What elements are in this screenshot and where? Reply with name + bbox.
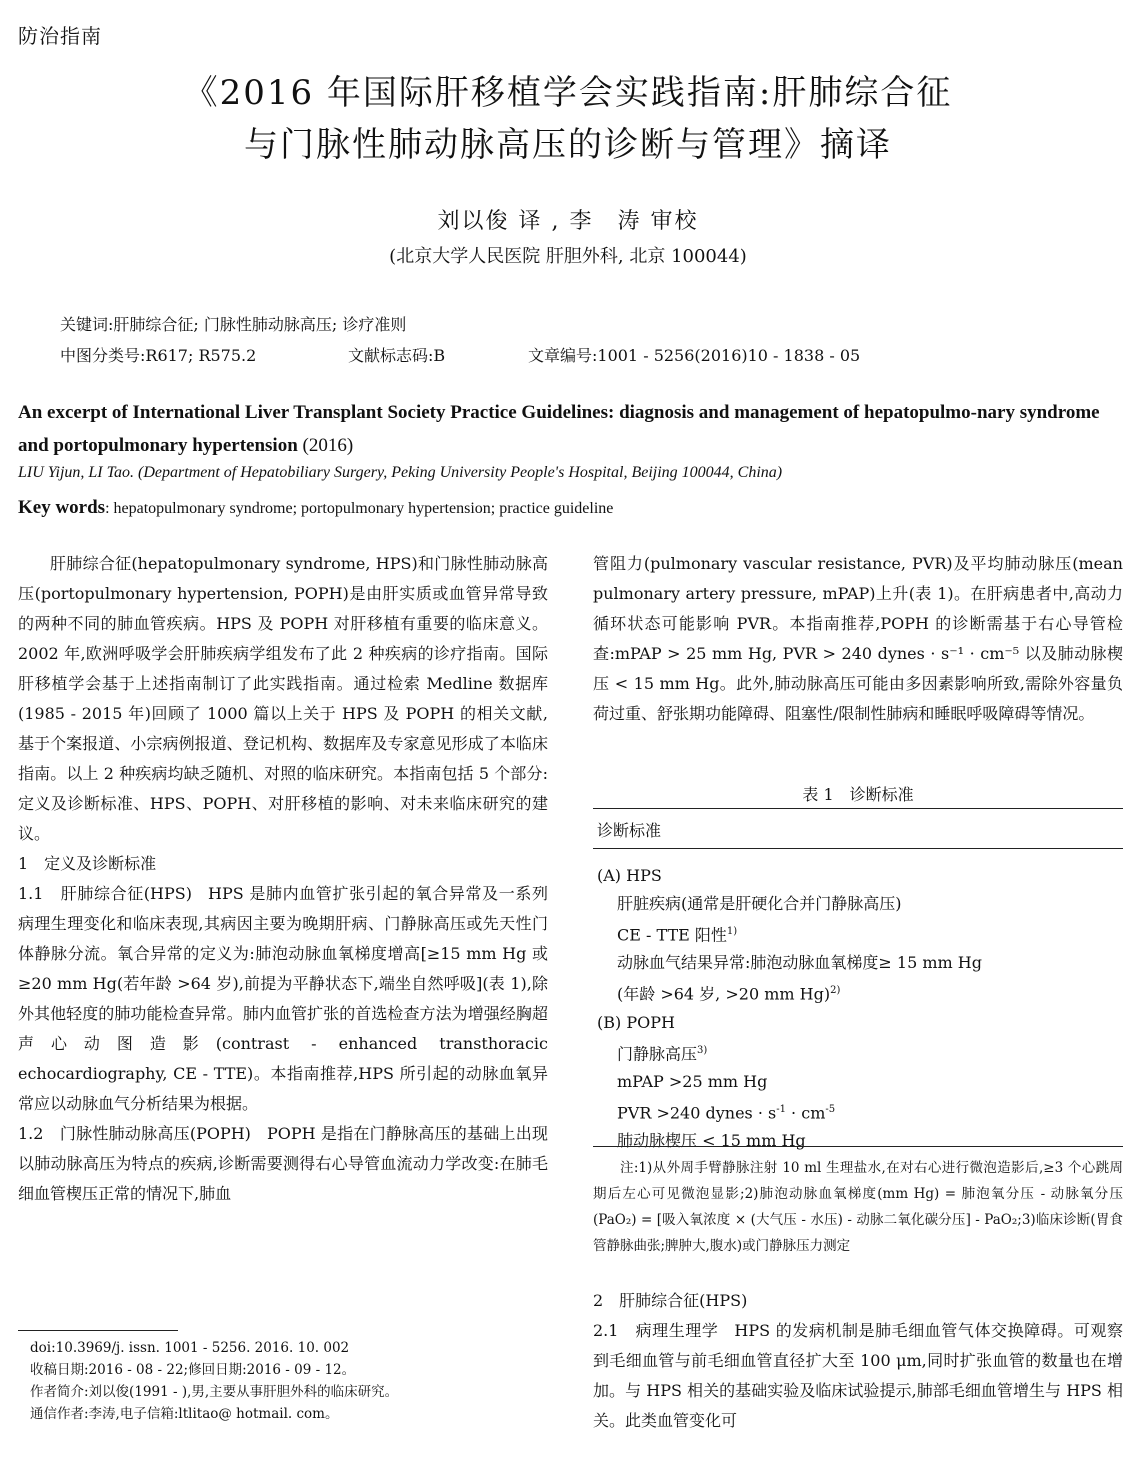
- table-row-a4: [597, 977, 1122, 1008]
- table-row-b3-exp2: -5: [825, 1103, 836, 1115]
- english-title-text: An excerpt of International Liver Transplant Society Practice Guidelines: diagnosis and management of hepatopulmo-nary syndrome and portopulmonary hypertension: [18, 402, 1100, 456]
- table-row-a4-note: 2): [830, 985, 841, 997]
- footnote-rule: [18, 1330, 178, 1331]
- section-1-1-heading: 1.1 肝肺综合征(HPS): [18, 884, 192, 903]
- doi: doi:10.3969/j. issn. 1001 - 5256. 2016. 10. 002: [30, 1340, 350, 1356]
- section-tag: 防治指南: [18, 24, 102, 48]
- table-bottom-rule: [593, 1146, 1123, 1147]
- table-row-a4-text: (年龄 >64 岁, >20 mm Hg): [617, 984, 831, 1004]
- body-left-column: [18, 549, 548, 1209]
- section-2-1-heading: 2.1 病理生理学: [593, 1321, 719, 1340]
- table-row-b3: [597, 1096, 1122, 1127]
- body-right-column: [593, 549, 1123, 729]
- english-keywords-text: : hepatopulmonary syndrome; portopulmonary hypertension; practice guideline: [105, 500, 614, 517]
- article-title-line-2: 与门脉性肺动脉高压的诊断与管理》摘译: [244, 125, 892, 165]
- article-number: 文章编号:1001 - 5256(2016)10 - 1838 - 05: [528, 346, 861, 365]
- table-row-a2-text: CE - TTE 阳性: [617, 925, 727, 945]
- document-code: 文献标志码:B: [348, 346, 446, 365]
- table-row-b2: mPAP >25 mm Hg: [617, 1071, 768, 1091]
- footnote-block: [30, 1337, 398, 1425]
- table-caption: 表 1 诊断标准: [802, 785, 914, 804]
- intro-paragraph: 肝肺综合征(hepatopulmonary syndrome, HPS)和门脉性肺动脉高压(portopulmonary hypertension, POPH)是由肝实质或血管异常导致的两种不同的肺血管疾病。HPS 及 POPH 对肝移植有重要的临床意义。2002 年,欧洲呼吸学会肝肺疾病学组发布了此 2 种疾病的诊疗指南。国际肝移植学会基于上述指南制订了此实践指南。通过检索 Medline 数据库(1985 - 2015 年)回顾了 1000 篇以上关于 HPS 及 POPH 的相关文献,基于个案报道、小宗病例报道、登记机构、数据库及专家意见形成了本临床指南。以上 2 种疾病均缺乏随机、对照的临床研究。本指南包括 5 个部分:定义及诊断标准、HPS、POPH、对肝移植的影响、对未来临床研究的建议。: [18, 554, 548, 843]
- table-header: 诊断标准: [597, 821, 662, 840]
- table-row-a1: 肝脏疾病(通常是肝硬化合并门静脉高压): [617, 894, 902, 913]
- section-2: [593, 1286, 1123, 1436]
- authors: 刘以俊 译 , 李 涛 审校: [437, 209, 699, 234]
- english-keywords-label: Key words: [18, 497, 106, 518]
- table-row-a2-note: 1): [726, 926, 738, 937]
- author-bio: 作者简介:刘以俊(1991 - ),男,主要从事肝胆外科的临床研究。: [30, 1384, 399, 1400]
- table-row-b3-exp1: -1: [776, 1103, 786, 1115]
- table-notes: 注:1)从外周手臂静脉注射 10 ml 生理盐水,在对右心进行微泡造影后,≥3 个心跳周期后左心可见微泡显影;2)肺泡动脉血氧梯度(mm Hg) = 肺泡氧分压 - 动脉氧分压(PaO₂) = [吸入氧浓度 × (大气压 - 水压) - 动脉二氧化碳分压] - PaO₂;3)临床诊断(胃食管静脉曲张;脾肿大,腹水)或门静脉压力测定: [593, 1160, 1123, 1254]
- table-row-b3-unit: · cm: [785, 1103, 826, 1123]
- table-header-rule: [593, 848, 1123, 849]
- table-row-b-label: (B) POPH: [597, 1012, 675, 1032]
- section-2-heading: 2 肝肺综合征(HPS): [593, 1291, 748, 1310]
- section-1-1-text: HPS 是肺内血管扩张引起的氧合异常及一系列病理生理变化和临床表现,其病因主要为晚期肝病、门静脉高压或先天性门体静脉分流。氧合异常的定义为:肺泡动脉血氧梯度增高[≥15 mm Hg 或≥20 mm Hg(若年龄 >64 岁),前提为平静状态下,端坐自然呼吸](表 1),除外其他轻度的肺功能检查异常。肺内血管扩张的首选检查方法为增强经胸超声心动图造影(contrast - enhanced transthoracic echocardiography, CE - TTE)。本指南推荐,HPS 所引起的动脉血氧异常应以动脉血气分析结果为根据。: [18, 884, 548, 1113]
- table-body: [597, 862, 1122, 1155]
- classification-number: 中图分类号:R617; R575.2: [60, 346, 257, 365]
- table-top-rule: [593, 808, 1123, 809]
- keywords-cn: 关键词:肝肺综合征; 门脉性肺动脉高压; 诊疗准则: [60, 315, 407, 334]
- table-row-b4: 肺动脉楔压 < 15 mm Hg: [617, 1131, 806, 1151]
- received-dates: 收稿日期:2016 - 08 - 22;修回日期:2016 - 09 - 12。: [30, 1362, 356, 1378]
- table-row-b3-text: PVR >240 dynes · s: [617, 1103, 777, 1123]
- corresponding-author: 通信作者:李涛,电子信箱:ltlitao@ hotmail. com。: [30, 1406, 339, 1422]
- section-1-2-text: POPH 是指在门静脉高压的基础上出现以肺动脉高压为特点的疾病,诊断需要测得右心导管血流动力学改变:在肺毛细血管楔压正常的情况下,肺血: [18, 1124, 548, 1203]
- section-1-1: [18, 879, 548, 1119]
- section-1-2: [18, 1119, 548, 1209]
- table-row-a-label: (A) HPS: [597, 866, 662, 885]
- article-title-line-1: 《2016 年国际肝移植学会实践指南:肝肺综合征: [183, 73, 953, 113]
- english-keywords: [18, 497, 613, 519]
- table-row-b1-text: 门静脉高压: [617, 1043, 698, 1063]
- english-title-year: (2016): [302, 435, 354, 456]
- table-row-b1: [597, 1037, 1122, 1068]
- affiliation: (北京大学人民医院 肝胆外科, 北京 100044): [389, 246, 747, 267]
- english-title: [18, 396, 1128, 462]
- table-row-a2: [597, 918, 1122, 949]
- table-row-b1-note: 3): [697, 1044, 708, 1056]
- section-1-2-heading: 1.2 门脉性肺动脉高压(POPH): [18, 1124, 251, 1143]
- english-authors: LIU Yijun, LI Tao. (Department of Hepatobiliary Surgery, Peking University People's Hospital, Beijing 100044, China): [18, 464, 783, 481]
- section-2-1-text: HPS 的发病机制是肺毛细血管气体交换障碍。可观察到毛细血管与前毛细血管直径扩大至 100 μm,同时扩张血管的数量也在增加。与 HPS 相关的基础实验及临床试验提示,肺部毛细血管增生与 HPS 相关。此类血管变化可: [593, 1321, 1123, 1430]
- table-row-a3: 动脉血气结果异常:肺泡动脉血氧梯度≥ 15 mm Hg: [617, 953, 982, 973]
- continued-paragraph: 管阻力(pulmonary vascular resistance, PVR)及平均肺动脉压(mean pulmonary artery pressure, mPAP)上升(表 1)。在肝病患者中,高动力循环状态可能影响 PVR。本指南推荐,POPH 的诊断需基于右心导管检查:mPAP > 25 mm Hg, PVR > 240 dynes · s⁻¹ · cm⁻⁵ 以及肺动脉楔压 < 15 mm Hg。此外,肺动脉高压可能由多因素影响所致,需除外容量负荷过重、舒张期功能障碍、阻塞性/限制性肺病和睡眠呼吸障碍等情况。: [593, 554, 1123, 723]
- section-1-heading: 1 定义及诊断标准: [18, 854, 157, 873]
- section-2-1: [593, 1316, 1123, 1436]
